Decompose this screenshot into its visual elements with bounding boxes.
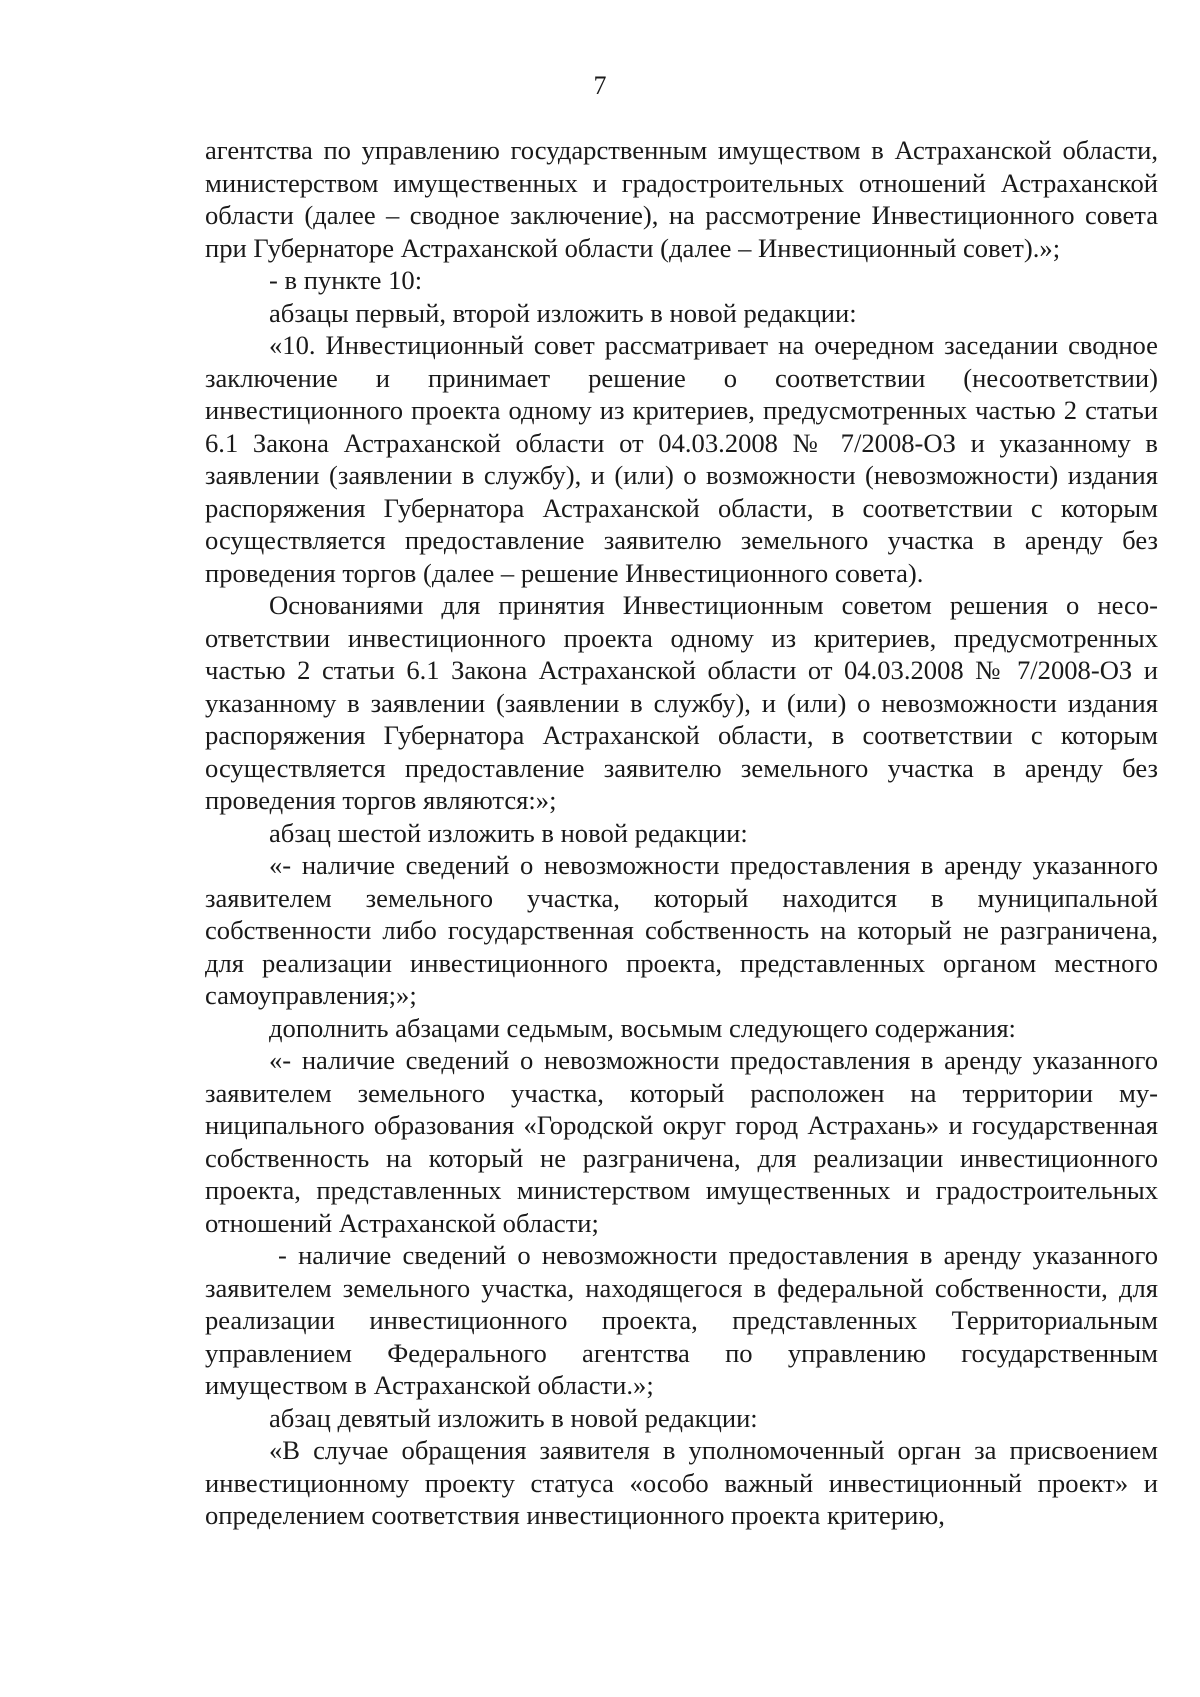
paragraph-quoted-ninth: «В случае обращения заявителя в уполномоченный орган за присвоением инвестиционному проекту статуса «особо важный инвестиционный проект» и определением соответствия инвестиционного проекта критерию, xyxy=(205,1435,1158,1530)
paragraph-instruction: абзац шестой изложить в новой редакции: xyxy=(269,817,748,848)
paragraph-quoted-seventh: «- наличие сведений о невозможности предоставления в аренду указанного заявителем земельного участка, который расположен на территории муниципального образования «Городской округ город Астрахань» и государственная собственность на который не разграничена, для реализации инвестиционного проекта, представленных министерством имущественных и градостроительных отношений Астраханской области; xyxy=(205,1045,1158,1238)
paragraph-instruction: дополнить абзацами седьмым, восьмым следующего содержания: xyxy=(269,1012,1016,1043)
paragraph-item-point-10: - в пункте 10: xyxy=(269,265,423,295)
document-body xyxy=(205,134,1158,1532)
paragraph-continuation: агентства по управлению государственным имуществом в Астраханской области, министерством имущественных и градостроительных отношений Астраханской области (далее – сводное заключение), на рассмотрение Инвестиционного совета при Губернаторе Астраханской области (далее – Инвестиционный совет).»; xyxy=(205,135,1158,263)
paragraph-instruction: абзац девятый изложить в новой редакции: xyxy=(269,1402,758,1433)
paragraph-instruction: абзацы первый, второй изложить в новой редакции: xyxy=(269,297,857,328)
paragraph-grounds: Основаниями для принятия Инвестиционным советом решения о несоответствии инвестиционного проекта одному из критериев, предусмотренных частью 2 статьи 6.1 Закона Астраханской области от 04.03.2008 № 7/2008-ОЗ и указанному в заявлении (заявлении в службу), и (или) о невозможности издания распоряжения Губернатора Астраханской области, в соответствии с которым осуществляется предоставление заявителю земельного участка в аренду без проведения торгов являются:»; xyxy=(205,590,1158,815)
paragraph-quoted-sixth: «- наличие сведений о невозможности предоставления в аренду указанного заявителем земельного участка, который находится в муниципальной собственности либо государственная собственность на который не разграничена, для реализации инвестиционного проекта, представленных органом местного самоуправления;»; xyxy=(205,850,1158,1010)
paragraph-quoted-point-10: «10. Инвестиционный совет рассматривает на очередном заседании сводное заключение и принимает решение о соответствии (несоответствии) инвестиционного проекта одному из критериев, предусмотренных частью 2 статьи 6.1 Закона Астраханской области от 04.03.2008 № 7/2008-ОЗ и указанному в заявлении (заявлении в службу), и (или) о возможности (невозможности) издания распоряжения Губернатора Астраханской области, в соответствии с которым осуществляется предоставление заявителю земельного участка в аренду без проведения торгов (далее – решение Инвестиционного совета). xyxy=(205,330,1158,588)
page-number: 7 xyxy=(593,71,607,100)
paragraph-quoted-eighth: - наличие сведений о невозможности предоставления в аренду указанного заявителем земельного участка, находящегося в федеральной собственности, для реализации инвестиционного проекта, представленных Территориальным управлением Федерального агентства по управлению государственным имуществом в Астраханской области.»; xyxy=(205,1240,1158,1400)
